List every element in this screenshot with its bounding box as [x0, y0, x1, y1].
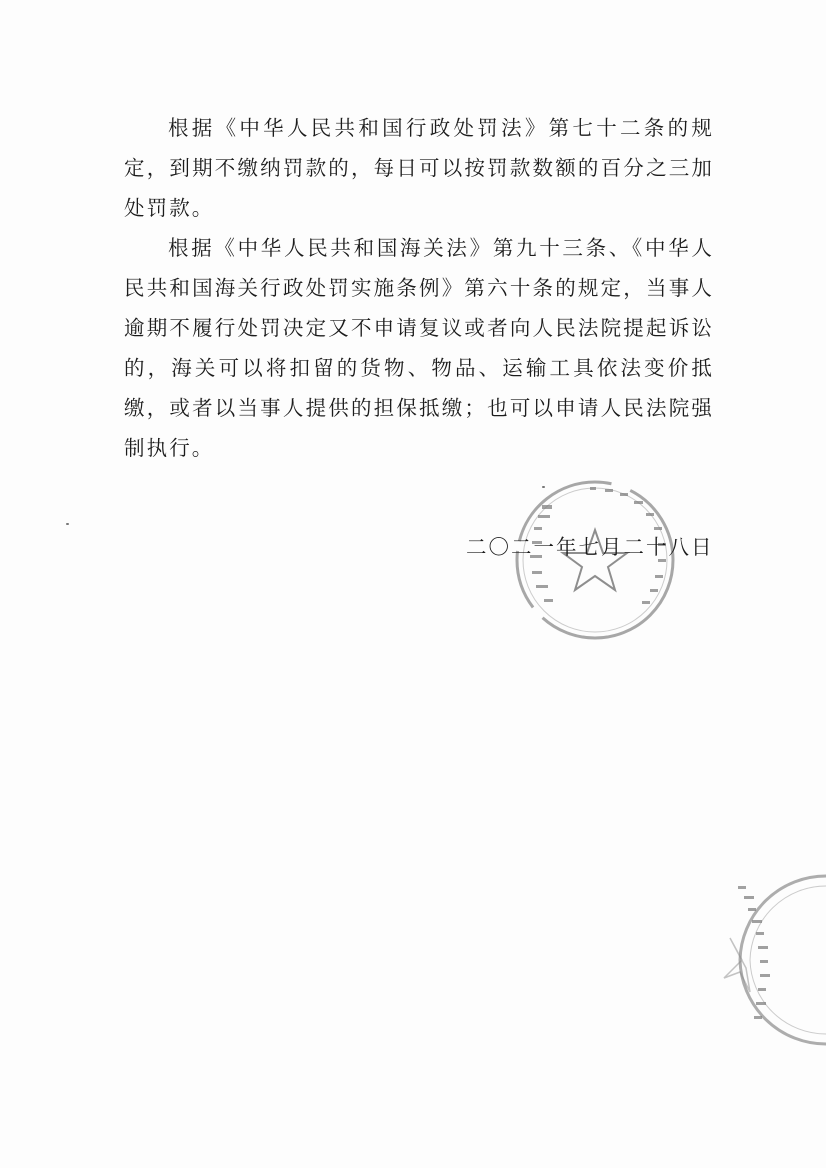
scan-speck	[66, 523, 69, 525]
paragraph-penalty-late-fee: 根据《中华人民共和国行政处罚法》第七十二条的规定，到期不缴纳罚款的，每日可以按罚款数额的百分之三加处罚款。	[124, 116, 714, 220]
cross-page-seal-icon	[700, 868, 826, 1052]
official-seal-icon	[510, 475, 680, 645]
paragraph-enforcement: 根据《中华人民共和国海关法》第九十三条、《中华人民共和国海关行政处罚实施条例》第六十条的规定，当事人逾期不履行处罚决定又不申请复议或者向人民法院提起诉讼的，海关可以将扣留的货物、物品、运输工具依法变价抵缴，或者以当事人提供的担保抵缴；也可以申请人民法院强制执行。	[124, 236, 714, 460]
document-date: 二〇二一年七月二十八日	[466, 535, 714, 559]
scan-speck	[542, 486, 545, 488]
document-body	[124, 108, 714, 468]
